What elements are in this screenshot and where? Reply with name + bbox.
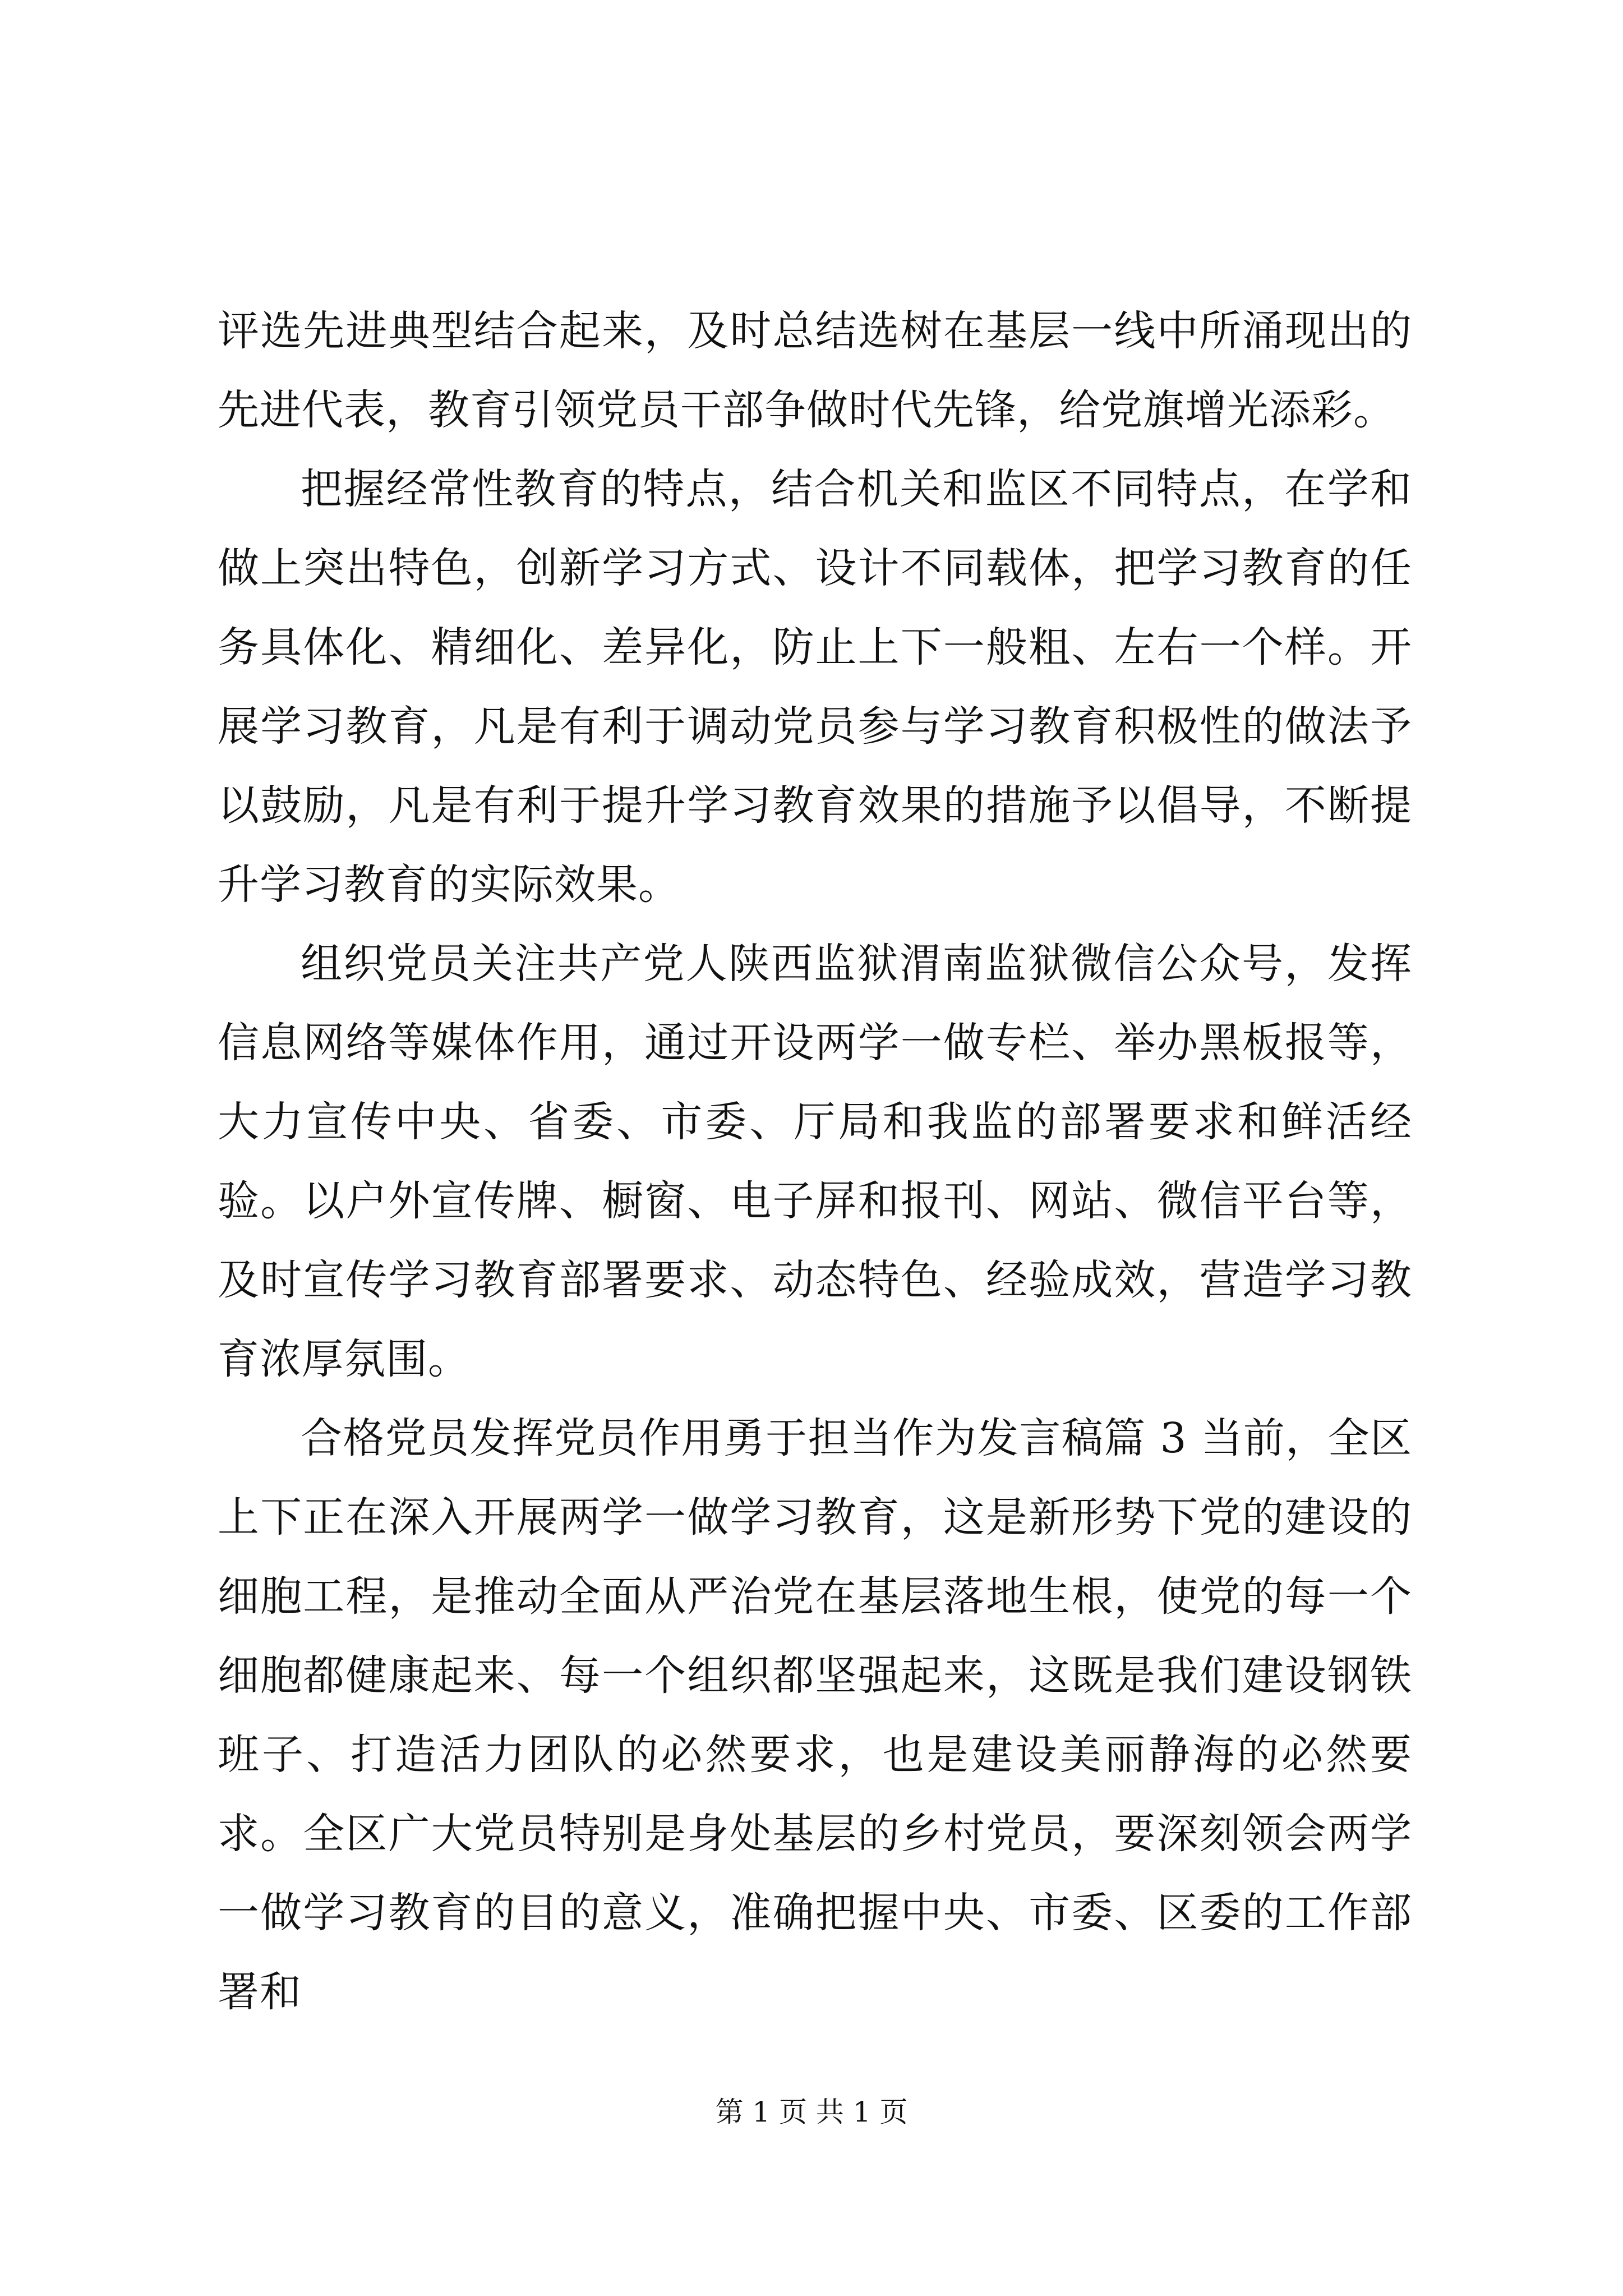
- paragraph-1: 评选先进典型结合起来，及时总结选树在基层一线中所涌现出的先进代表，教育引领党员干部争做时代先锋，给党旗增光添彩。: [218, 307, 1412, 434]
- page-footer: 第 1 页 共 1 页: [715, 2096, 908, 2128]
- paragraph-3: 组织党员关注共产党人陕西监狱渭南监狱微信公众号，发挥信息网络等媒体作用，通过开设两学一做专栏、举办黑板报等，大力宣传中央、省委、市委、厅局和我监的部署要求和鲜活经验。以户外宣传牌、橱窗、电子屏和报刊、网站、微信平台等，及时宣传学习教育部署要求、动态特色、经验成效，营造学习教育浓厚氛围。: [218, 940, 1412, 1383]
- paragraph-2: 把握经常性教育的特点，结合机关和监区不同特点，在学和做上突出特色，创新学习方式、设计不同载体，把学习教育的任务具体化、精细化、差异化，防止上下一般粗、左右一个样。开展学习教育，凡是有利于调动党员参与学习教育积极性的做法予以鼓励，凡是有利于提升学习教育效果的措施予以倡导，不断提升学习教育的实际效果。: [218, 465, 1412, 909]
- paragraph-4: 合格党员发挥党员作用勇于担当作为发言稿篇 3 当前，全区上下正在深入开展两学一做学习教育，这是新形势下党的建设的细胞工程，是推动全面从严治党在基层落地生根，使党的每一个细胞都健康起来、每一个组织都坚强起来，这既是我们建设钢铁班子、打造活力团队的必然要求，也是建设美丽静海的必然要求。全区广大党员特别是身处基层的乡村党员，要深刻领会两学一做学习教育的目的意义，准确把握中央、市委、区委的工作部署和: [218, 1414, 1412, 2016]
- document-body: [218, 292, 1412, 2032]
